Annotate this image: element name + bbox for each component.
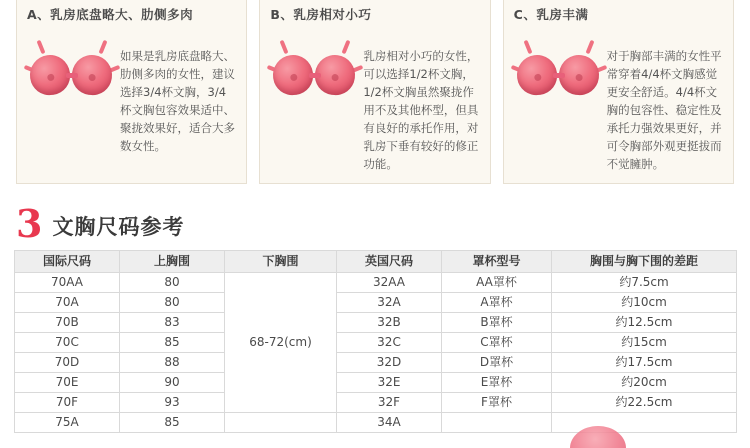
cell-uk: 32F <box>337 393 442 413</box>
cell-overbust: 80 <box>120 293 225 313</box>
th-intl-size: 国际尺码 <box>15 251 120 273</box>
cell-uk: 32A <box>337 293 442 313</box>
cell-intl: 70B <box>15 313 120 333</box>
cell-overbust: 88 <box>120 353 225 373</box>
cell-overbust: 80 <box>120 273 225 293</box>
cell-cup <box>442 413 552 433</box>
table-row <box>15 353 737 373</box>
card-type-c <box>503 0 734 184</box>
th-uk-size: 英国尺码 <box>337 251 442 273</box>
size-reference-table <box>14 250 737 433</box>
cell-cup: AA罩杯 <box>442 273 552 293</box>
cell-diff: 约7.5cm <box>552 273 737 293</box>
cell-intl: 75A <box>15 413 120 433</box>
card-body <box>504 31 733 173</box>
cell-cup: E罩杯 <box>442 373 552 393</box>
card-text: 如果是乳房底盘略大、肋侧多肉的女性，建议选择3/4杯文胸，3/4杯文胸包容效果适中、聚拢效果好，适合大多数女性。 <box>120 49 235 153</box>
card-title: C、乳房丰满 <box>513 7 589 22</box>
cell-overbust: 93 <box>120 393 225 413</box>
cell-cup: D罩杯 <box>442 353 552 373</box>
cell-cup: F罩杯 <box>442 393 552 413</box>
bra-icon <box>26 31 118 131</box>
breast-type-cards <box>0 0 750 184</box>
cell-overbust: 90 <box>120 373 225 393</box>
table-row <box>15 293 737 313</box>
cell-diff: 约22.5cm <box>552 393 737 413</box>
card-title: B、乳房相对小巧 <box>270 7 372 22</box>
bra-icon <box>513 31 605 131</box>
th-underbust: 下胸围 <box>225 251 337 273</box>
cell-diff: 约12.5cm <box>552 313 737 333</box>
cell-diff: 约20cm <box>552 373 737 393</box>
cell-cup: A罩杯 <box>442 293 552 313</box>
cell-intl: 70F <box>15 393 120 413</box>
cell-uk: 32D <box>337 353 442 373</box>
table-row <box>15 273 737 293</box>
cell-cup: B罩杯 <box>442 313 552 333</box>
cell-uk: 32E <box>337 373 442 393</box>
cell-overbust: 85 <box>120 413 225 433</box>
cell-cup: C罩杯 <box>442 333 552 353</box>
card-type-a <box>16 0 247 184</box>
size-table-wrap <box>0 250 750 433</box>
table-row <box>15 373 737 393</box>
cell-diff: 约10cm <box>552 293 737 313</box>
cell-overbust: 85 <box>120 333 225 353</box>
table-row <box>15 393 737 413</box>
cell-diff: 约17.5cm <box>552 353 737 373</box>
cell-intl: 70E <box>15 373 120 393</box>
th-difference: 胸围与胸下围的差距 <box>552 251 737 273</box>
bra-icon <box>269 31 361 131</box>
cell-diff <box>552 413 737 433</box>
card-body <box>17 31 246 155</box>
card-title: A、乳房底盘略大、肋侧多肉 <box>27 7 194 22</box>
th-cup-model: 罩杯型号 <box>442 251 552 273</box>
cell-overbust: 83 <box>120 313 225 333</box>
cell-intl: 70D <box>15 353 120 373</box>
table-row <box>15 413 737 433</box>
cell-uk: 32B <box>337 313 442 333</box>
table-row <box>15 333 737 353</box>
cell-uk: 32AA <box>337 273 442 293</box>
cell-underbust-span: 68-72(cm) <box>225 273 337 413</box>
cell-diff: 约15cm <box>552 333 737 353</box>
section-title: 文胸尺码参考 <box>52 215 185 239</box>
cell-intl: 70A <box>15 293 120 313</box>
cell-underbust <box>225 413 337 433</box>
table-row <box>15 313 737 333</box>
cell-intl: 70AA <box>15 273 120 293</box>
table-header-row <box>15 251 737 273</box>
card-text: 乳房相对小巧的女性，可以选择1/2杯文胸，1/2杯文胸虽然聚拢作用不及其他杯型，但具有良好的承托作用，对乳房下垂有较好的修正功能。 <box>363 49 479 171</box>
card-type-b <box>259 0 490 184</box>
section-number: 3 <box>16 201 43 246</box>
card-text: 对于胸部丰满的女性平常穿着4/4杯文胸感觉更安全舒适。4/4杯文胸的包容性、稳定性及承托力强效果更好，并可令胸部外观更挺拔而不觉臃肿。 <box>606 49 722 171</box>
cell-uk: 34A <box>337 413 442 433</box>
section-heading <box>0 184 750 250</box>
cell-intl: 70C <box>15 333 120 353</box>
th-overbust: 上胸围 <box>120 251 225 273</box>
card-body <box>260 31 489 173</box>
cell-uk: 32C <box>337 333 442 353</box>
